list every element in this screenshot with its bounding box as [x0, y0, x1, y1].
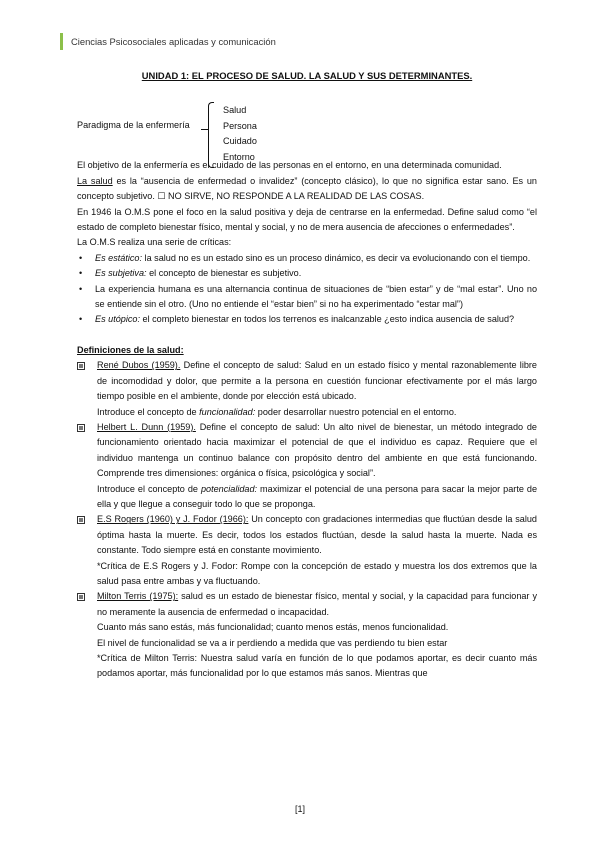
bullet-icon: •	[79, 283, 83, 294]
critique-item	[77, 251, 537, 266]
critique-text: el completo bienestar en todos los terrenos es inalcanzable ¿esto indica ausencia de salud?	[140, 314, 515, 325]
checkbox-bullet-icon	[77, 362, 85, 370]
definitions-heading: Definiciones de la salud:	[77, 344, 184, 355]
definition-author: E.S Rogers (1960) y J. Fodor (1966):	[97, 514, 249, 525]
paradigm-list	[223, 103, 257, 165]
critique-item	[77, 312, 537, 327]
checkbox-bullet-icon	[77, 593, 85, 601]
health-definition-text: es la “ausencia de enfermedad o invalidez” (concepto clásico), lo que no significa estar sano. Es un concepto subjetivo. ☐ NO SIRVE, NO RESPONDE A LA REALIDAD DE LAS COSAS.	[77, 175, 537, 202]
definition-body: salud es un estado de bienestar físico, mental y social, y la capacidad para funcionar y no meramente la ausencia de enfermedad o incapacidad.	[97, 591, 538, 617]
bullet-icon: •	[79, 268, 83, 279]
definition-item	[77, 512, 537, 589]
health-definition-paragraph	[77, 174, 537, 205]
definition-body: Define el concepto de salud: Un alto nivel de bienestar, un método integrado de funcionamiento orientado hacia maximizar el potencial de que el individuo es capaz. Requiere que el individuo mantenga un continuo balance con propósito dentro del ambiente en que está funcionando. Comprende tres dimensiones: orgánica o física, psicológica y social”.	[97, 421, 537, 479]
critique-term: Es subjetiva:	[95, 268, 147, 279]
paradigm-item: Persona	[223, 120, 257, 131]
paradigm-item: Entorno	[223, 151, 255, 162]
critique-text: La experiencia humana es una alternancia continua de situaciones de “bien estar” y de “mal estar”. Uno no se entiende sin el otro. (Uno no entiende el “estar bien” si no ha experimentado “estar mal”)	[95, 283, 537, 310]
definition-item	[77, 358, 537, 420]
definition-body: Un concepto con gradaciones intermedias que fluctúan desde la salud óptima hasta la muerte. Es decir, todos los estados fluctúan, desde la salud hasta la muerte. Nada es constante. Todo siempre está en constante movimiento.	[97, 514, 537, 556]
definition-author: René Dubos (1959).	[97, 360, 181, 371]
oms-1946-paragraph: En 1946 la O.M.S pone el foco en la salud positiva y deja de centrarse en la enfermedad. Define salud como “el estado de completo bienestar físico, mental y social, y no de mera ausencia de afecciones o enfermedades”.	[77, 206, 537, 233]
definition-text	[97, 589, 537, 620]
objective-paragraph: El objetivo de la enfermería es el cuidado de las personas en el entorno, en una determinada comunidad.	[77, 160, 502, 171]
critique-term: Es estático:	[95, 252, 143, 263]
definition-line: Cuanto más sano estás, más funcionalidad; cuanto menos estás, menos funcionalidad.	[97, 622, 449, 633]
checkbox-bullet-icon	[77, 516, 85, 524]
definition-line: El nivel de funcionalidad se va a ir perdiendo a medida que vas perdiendo tu bien estar	[97, 637, 448, 648]
paradigm-item: Salud	[223, 105, 247, 116]
paradigm-item: Cuidado	[223, 136, 257, 147]
critique-item	[77, 266, 537, 281]
definition-concept	[97, 405, 537, 420]
definition-text	[97, 420, 537, 482]
critique-text: el concepto de bienestar es subjetivo.	[146, 268, 302, 279]
course-title: Ciencias Psicosociales aplicadas y comunicación	[71, 36, 276, 47]
checkbox-bullet-icon	[77, 424, 85, 432]
critique-text: la salud no es un estado sino es un proceso dinámico, es decir va evolucionando con el tiempo.	[142, 252, 531, 263]
paradigm-label: Paradigma de la enfermería	[77, 120, 190, 131]
concept-term: potencialidad:	[200, 483, 258, 494]
definition-body: Define el concepto de salud: Salud en un estado físico y mental razonablemente libre de incomodidad y dolor, que permite a la persona en cuestión funcionar efectivamente por el más largo tiempo posible en el ambiente, donde por elección está ubicado.	[97, 360, 537, 402]
concept-intro: Introduce el concepto de	[97, 483, 201, 494]
document-body	[77, 66, 537, 682]
critique-term: Es utópico:	[95, 314, 140, 325]
concept-text: poder desarrollar nuestro potencial en el entorno.	[255, 406, 457, 417]
critiques-intro: La O.M.S realiza una serie de críticas:	[77, 237, 232, 248]
paradigm-brace	[208, 102, 214, 168]
definition-author: Helbert L. Dunn (1959).	[97, 421, 196, 432]
health-term: La salud	[77, 175, 113, 186]
concept-term: funcionalidad:	[199, 406, 256, 417]
definition-item	[77, 589, 537, 681]
bullet-icon: •	[79, 314, 83, 325]
definition-text	[97, 358, 537, 404]
concept-text: maximizar el potencial de una persona para sacar la mejor parte de ella y que llegue a conseguir todo lo que se proponga.	[97, 483, 538, 509]
page-number: [1]	[294, 804, 305, 814]
bullet-icon: •	[79, 252, 83, 263]
critique-item	[77, 282, 537, 313]
paradigm-diagram	[77, 94, 537, 162]
unit-title: UNIDAD 1: EL PROCESO DE SALUD. LA SALUD Y SUS DETERMINANTES.	[141, 70, 473, 81]
definition-author: Milton Terris (1975):	[97, 591, 179, 602]
definition-item	[77, 420, 537, 512]
definition-concept	[97, 482, 537, 513]
definition-note: *Crítica de Milton Terris: Nuestra salud varía en función de lo que podamos aportar, es decir cuanto más podamos aportar, más funcionalidad por lo que estamos más sanos. Mientras que	[97, 653, 537, 679]
running-header	[60, 33, 276, 50]
definition-text	[97, 512, 537, 558]
concept-intro: Introduce el concepto de	[97, 406, 200, 417]
definition-note: *Crítica de E.S Rogers y J. Fodor: Rompe con la concepción de estado y muestra los dos extremos que la salud pasa entre ambas y va fluctuando.	[97, 560, 537, 586]
